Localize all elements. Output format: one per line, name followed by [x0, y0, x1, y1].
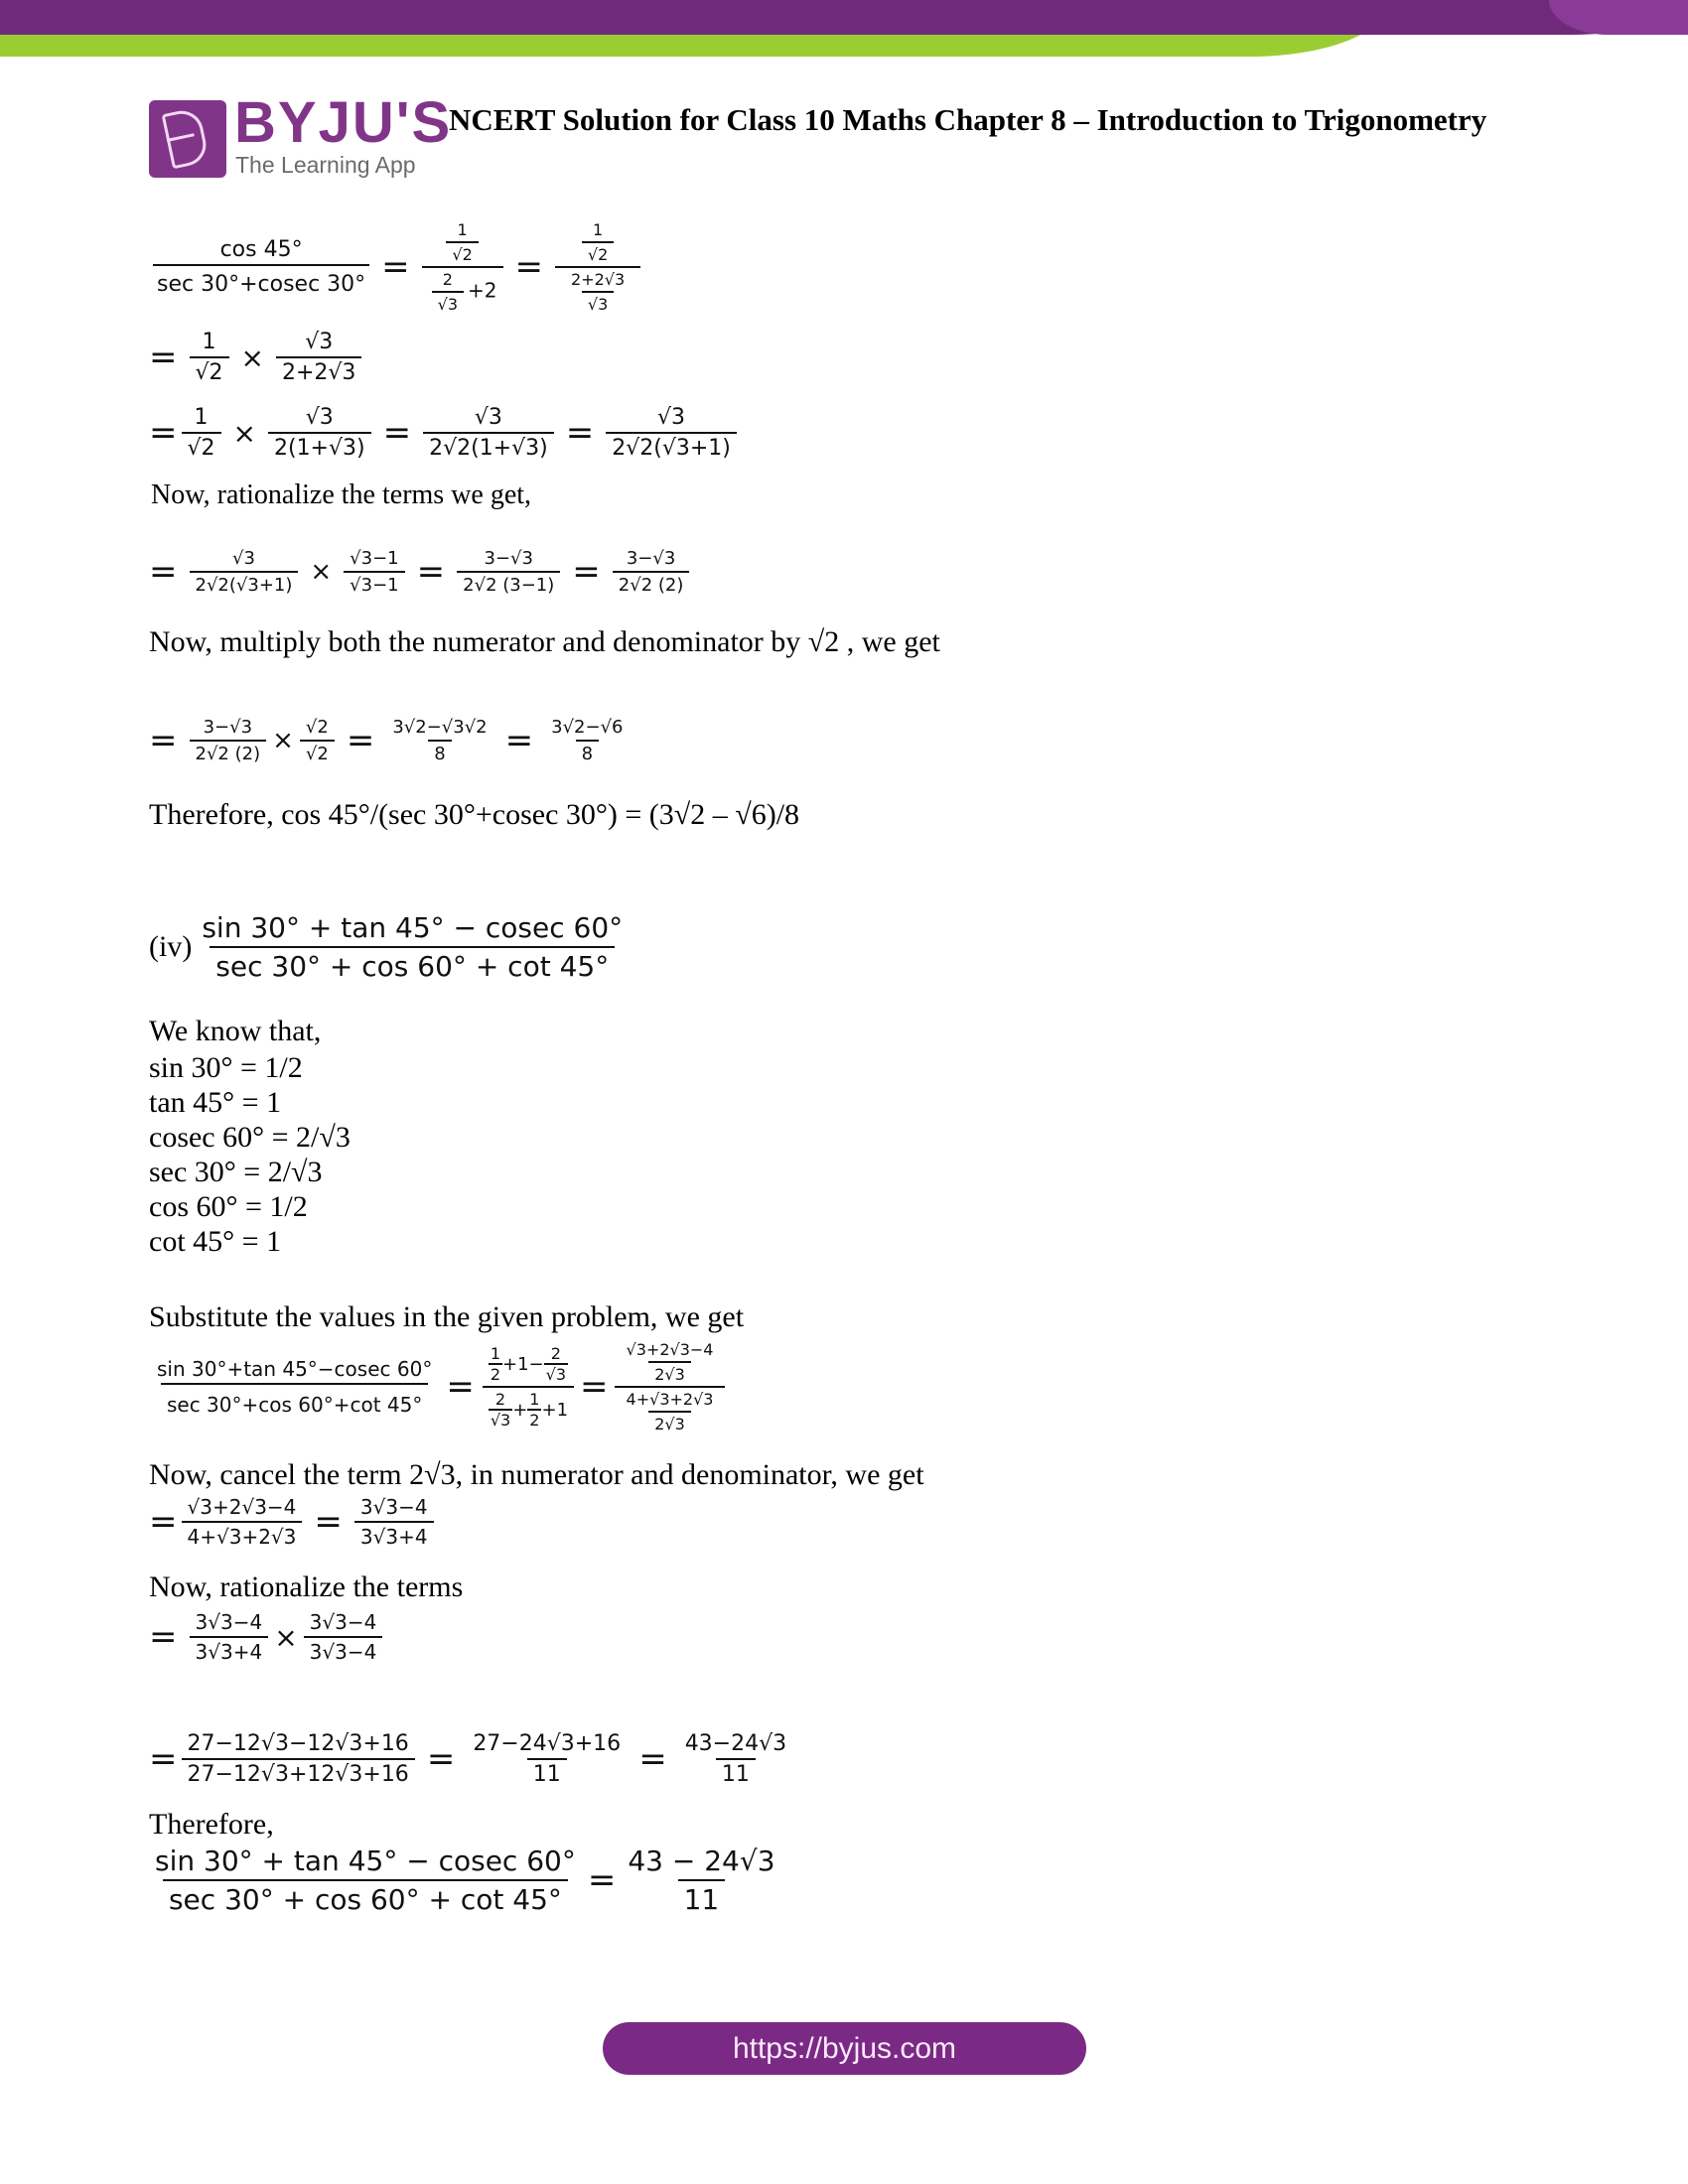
known-values-list	[149, 1050, 351, 1259]
operator-term: +	[512, 1399, 528, 1421]
denominator: 2√3	[648, 1411, 691, 1433]
equation-row-5	[149, 717, 633, 764]
equals-sign: =	[572, 552, 601, 592]
denominator: 2√2 (3−1)	[457, 571, 560, 596]
step-text: Now, cancel the term 2√3, in numerator and denominator, we get	[149, 1458, 924, 1491]
numerator: 27−24√3+16	[473, 1731, 622, 1756]
fraction	[467, 1731, 627, 1787]
fraction	[386, 717, 492, 764]
brand-name: BYJU'S	[234, 90, 453, 155]
known-value: cos 60° = 1/2	[149, 1190, 308, 1223]
denominator: √3	[490, 1411, 511, 1430]
denominator: sec 30°+cosec 30°	[153, 264, 369, 297]
fraction	[190, 717, 267, 764]
numerator: √3	[305, 330, 334, 354]
denominator: sec 30° + cos 60° + cot 45°	[163, 1879, 568, 1916]
complex-fraction	[555, 220, 640, 314]
fraction	[153, 237, 369, 297]
known-value: cosec 60° = 2/√3	[149, 1121, 351, 1154]
equation-substitution	[147, 1340, 729, 1433]
numerator: √3	[657, 405, 686, 430]
denominator: √3	[432, 291, 464, 314]
times-sign: ×	[310, 557, 333, 587]
denominator: 8	[576, 740, 599, 764]
equals-sign: =	[381, 247, 410, 287]
conclusion-text: Therefore, cos 45°/(sec 30°+cosec 30°) = (3√2 – √6)/8	[149, 798, 800, 831]
denominator: 11	[678, 1879, 726, 1916]
equals-sign: =	[382, 413, 412, 453]
denominator: √3	[582, 291, 614, 314]
equals-sign: =	[416, 552, 446, 592]
numerator: 3−√3	[626, 548, 676, 569]
numerator: cos 45°	[219, 237, 303, 262]
equation-cancel	[149, 1495, 438, 1549]
denominator: 3√3+4	[190, 1636, 269, 1664]
equals-sign: =	[514, 247, 544, 287]
fraction	[182, 1495, 303, 1549]
denominator: 2√2(√3+1)	[190, 571, 299, 596]
fraction	[622, 1844, 780, 1916]
numerator: 2	[550, 1344, 561, 1363]
equals-sign: =	[149, 721, 178, 760]
times-sign: ×	[232, 416, 256, 450]
denominator: √2	[182, 432, 221, 461]
equation-rationalize	[149, 1610, 386, 1664]
fraction	[149, 1844, 582, 1916]
numerator: 1	[194, 405, 209, 430]
numerator: 2	[442, 270, 453, 289]
numerator: 3√2−√3√2	[392, 717, 488, 738]
equation-row-1	[149, 220, 644, 314]
equals-sign: =	[149, 338, 178, 377]
equals-sign: =	[587, 1860, 617, 1900]
numerator: √3+2√3−4	[187, 1495, 297, 1519]
equals-sign: =	[314, 1502, 343, 1542]
numerator: 3√3−4	[195, 1610, 263, 1634]
numerator: 3−√3	[484, 548, 533, 569]
brand-tagline: The Learning App	[235, 152, 416, 178]
numerator: 1	[592, 220, 604, 239]
fraction	[190, 548, 299, 596]
equals-sign: =	[149, 1617, 178, 1657]
denominator: √2	[190, 356, 229, 385]
footer-url-text: https://byjus.com	[732, 2031, 957, 2065]
numerator: 3√2−√6	[551, 717, 624, 738]
equals-sign: =	[426, 1739, 456, 1779]
denominator: 2(1+√3)	[268, 432, 371, 461]
numerator: 3√3−4	[309, 1610, 377, 1634]
numerator: 3√3−4	[359, 1495, 428, 1519]
denominator: 2+2√3	[276, 356, 361, 385]
step-text: Substitute the values in the given problem, we get	[149, 1300, 745, 1333]
denominator: 2	[490, 1365, 501, 1384]
equals-sign: =	[446, 1367, 475, 1407]
step-text: Now, rationalize the terms we get,	[151, 479, 532, 510]
denominator: 27−12√3+12√3+16	[182, 1758, 415, 1787]
equals-sign: =	[149, 1502, 178, 1542]
final-answer	[149, 1844, 785, 1916]
denominator: 2	[529, 1411, 540, 1430]
known-value: tan 45° = 1	[149, 1086, 282, 1119]
numerator: sin 30° + tan 45° − cosec 60°	[155, 1844, 576, 1877]
step-text: Now, rationalize the terms	[149, 1570, 464, 1603]
known-value: sin 30° = 1/2	[149, 1051, 303, 1084]
numerator: 3−√3	[203, 717, 253, 738]
byjus-logo-icon	[149, 100, 226, 178]
equation-row-3	[149, 405, 741, 461]
complex-fraction	[483, 1344, 574, 1430]
numerator: sin 30°+tan 45°−cosec 60°	[157, 1357, 433, 1381]
numerator: 43 − 24√3	[628, 1844, 775, 1877]
equals-sign: =	[504, 721, 534, 760]
fraction	[182, 1731, 415, 1787]
denominator: 2√2 (2)	[190, 740, 267, 764]
denominator: 2√2(1+√3)	[423, 432, 554, 461]
denominator: 4+√3+2√3	[182, 1521, 303, 1549]
denominator: √2	[300, 740, 335, 764]
denominator: 11	[527, 1758, 567, 1787]
header-purple-stripe	[0, 0, 1688, 35]
fraction	[151, 1357, 438, 1417]
equation-row-2	[149, 330, 365, 385]
equals-sign: =	[149, 1739, 178, 1779]
equals-sign: =	[580, 1367, 609, 1407]
fraction	[613, 548, 690, 596]
equation-expand	[149, 1731, 796, 1787]
footer-url-link[interactable]	[603, 2022, 1086, 2075]
known-value: cot 45° = 1	[149, 1225, 282, 1258]
numerator: √3	[474, 405, 502, 430]
fraction	[276, 330, 361, 385]
step-text: We know that,	[149, 1015, 322, 1047]
equals-sign: =	[149, 413, 178, 453]
denominator: √3	[545, 1365, 567, 1384]
fraction	[344, 548, 404, 596]
equals-sign: =	[638, 1739, 667, 1779]
denominator: sec 30° + cos 60° + cot 45°	[210, 946, 615, 983]
numerator: √3−1	[350, 548, 399, 569]
known-value: sec 30° = 2/√3	[149, 1156, 323, 1188]
equals-sign: =	[346, 721, 375, 760]
operator-term: +1	[541, 1399, 569, 1421]
logo-b-glyph	[162, 107, 211, 170]
plus-term: +2	[468, 278, 497, 303]
equals-sign: =	[149, 552, 178, 592]
fraction	[606, 405, 737, 461]
fraction	[300, 717, 335, 764]
numerator: 1	[490, 1344, 501, 1363]
equals-sign: =	[565, 413, 595, 453]
step-text: Therefore,	[149, 1808, 274, 1841]
denominator: 2√2(√3+1)	[606, 432, 737, 461]
numerator: 1	[202, 330, 216, 354]
complex-fraction	[615, 1340, 726, 1433]
numerator: 1	[457, 220, 468, 239]
fraction	[190, 1610, 269, 1664]
numerator: 27−12√3−12√3+16	[187, 1731, 409, 1756]
denominator: sec 30°+cos 60°+cot 45°	[161, 1383, 428, 1417]
numerator: sin 30° + tan 45° − cosec 60°	[202, 911, 624, 944]
fraction	[304, 1610, 383, 1664]
denominator: √3−1	[344, 571, 404, 596]
fraction	[190, 330, 229, 385]
times-sign: ×	[274, 1620, 298, 1654]
fraction	[423, 405, 554, 461]
numerator: √2	[305, 717, 329, 738]
denominator: √2	[446, 241, 478, 264]
numerator: 43−24√3	[684, 1731, 787, 1756]
step-text: Now, multiply both the numerator and denominator by √2 , we get	[149, 625, 940, 658]
denominator: 2√3	[648, 1361, 691, 1384]
header-band	[0, 0, 1688, 60]
numerator: √3	[231, 548, 255, 569]
complex-fraction	[422, 220, 503, 314]
fraction	[182, 405, 221, 461]
fraction	[354, 1495, 434, 1549]
denominator: 2√2 (2)	[613, 571, 690, 596]
fraction	[196, 911, 629, 983]
denominator: 8	[428, 740, 451, 764]
numerator: 1	[529, 1390, 540, 1409]
denominator: 3√3+4	[354, 1521, 434, 1549]
numerator: 2+2√3	[571, 270, 626, 289]
times-sign: ×	[240, 341, 264, 374]
numerator: √3+2√3−4	[626, 1340, 714, 1359]
times-sign: ×	[272, 726, 294, 755]
denominator: √2	[582, 241, 614, 264]
question-iv	[149, 911, 633, 983]
numerator: 4+√3+2√3	[626, 1390, 714, 1409]
numerator: √3	[305, 405, 334, 430]
fraction	[679, 1731, 792, 1787]
denominator: 3√3−4	[304, 1636, 383, 1664]
fraction	[457, 548, 560, 596]
question-label: (iv)	[149, 930, 193, 963]
numerator: 2	[494, 1390, 506, 1409]
page-title: NCERT Solution for Class 10 Maths Chapter 8 – Introduction to Trigonometry	[449, 102, 1487, 137]
operator-term: +1−	[502, 1353, 544, 1375]
denominator: 11	[716, 1758, 756, 1787]
fraction	[545, 717, 629, 764]
fraction	[268, 405, 371, 461]
equation-row-4	[149, 548, 693, 596]
